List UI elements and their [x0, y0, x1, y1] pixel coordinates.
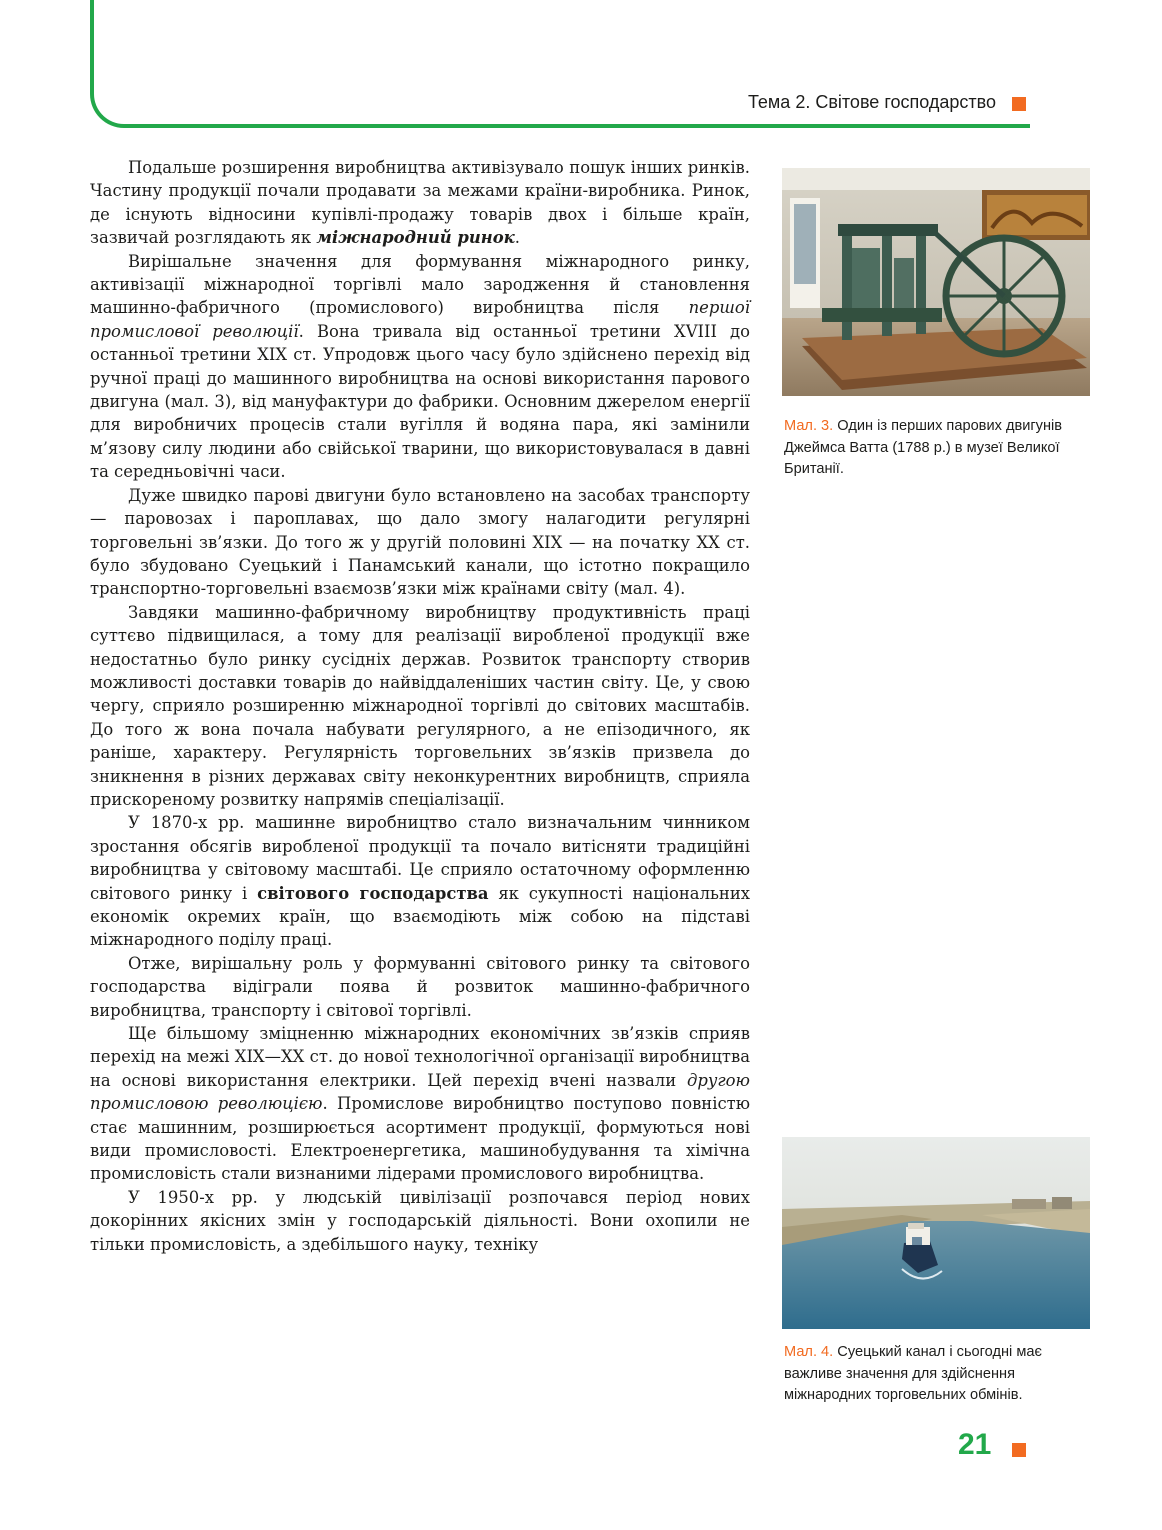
term-international-market: міжнародний ринок — [316, 228, 515, 248]
p1-text-a: Подальше розширення виробництва активізувало пошук інших ринків. Частину продукції почали продавати за межами країни-виробника. Ринок, де існують відносини купівлі-продажу товарів двох і більше країн, зазвичай розглядають як — [90, 158, 750, 248]
term-world-economy: світового господарства — [257, 883, 489, 903]
figure-3-label: Мал. 3. — [784, 418, 834, 434]
paragraph-8: У 1950-х рр. у людській цивілізації розпочався період нових докорінних якісних змін у господарській діяльності. Вони охопили не тільки промисловість, а здебільшого науку, техніку — [90, 1187, 750, 1254]
orange-square-marker-bottom — [1012, 1443, 1026, 1457]
p2-text-b: . Вона тривала від останньої третини XVIII до останньої третини XIX ст. Упродовж цього часу було здійснено перехід від ручної праці до машинного виробництва на основі використання парового двигуна (мал. 3), від мануфактури до фабрики. Основним джерелом енергії для виробничих процесів стали вугілля й водяна пара, які замінили м’язову силу людини або свійської тварини, що використовувалася в давні та середньовічні часи. — [90, 321, 751, 482]
p5-text-b: як сукупності національних економік окремих країн, що взаємодіють між собою на підставі міжнародного поділу праці. — [90, 883, 750, 950]
term-second-industrial-revolution: другою промисловою революцією — [90, 1070, 750, 1114]
steam-engine-illustration — [782, 168, 1090, 396]
orange-square-marker — [1012, 97, 1026, 111]
figure-4-text: Суецький канал і сьогодні має важливе значення для здійснення міжнародних торговельних обмінів. — [784, 1344, 1042, 1403]
paragraph-4: Завдяки машинно-фабричному виробництву продуктивність праці суттєво підвищилася, а тому для реалізації виробленої продукції вже недостатньо було ринку сусідніх держав. Розвиток транспорту створив можливості доставки товарів до найвіддаленіших частин світу. Це, у свою чергу, сприяло розширенню міжнародної торгівлі до світових масштабів. До того ж вона почала набувати регулярного, а не епізодичного, як раніше, характеру. Регулярність торговельних зв’язків призвела до зникнення в різних державах світу неконкурентних виробництв, сприяла прискореному розвитку напрямів спеціалізації. — [90, 602, 750, 809]
suez-canal-illustration — [782, 1137, 1090, 1329]
figure-4-caption — [784, 1342, 1094, 1407]
paragraph-1 — [90, 156, 750, 250]
paragraph-6: Отже, вирішальну роль у формуванні світового ринку та світового господарства відіграли поява й розвиток машинно-фабричного виробництва, транспорту і світової торгівлі. — [90, 953, 750, 1020]
paragraph-5 — [90, 811, 750, 951]
term-first-industrial-revolution: першої промислової революції — [90, 298, 750, 341]
figure-3-caption — [784, 416, 1094, 481]
main-text — [90, 156, 750, 1256]
figure-4-label: Мал. 4. — [784, 1344, 834, 1360]
figure-3-text: Один із перших парових двигунів Джеймса Ватта (1788 р.) в музеї Великої Британії. — [784, 418, 1063, 477]
p1-text-b: . — [514, 228, 520, 248]
paragraph-2 — [90, 250, 750, 484]
p7-text-a: Ще більшому зміцненню міжнародних економічних зв’язків сприяв перехід на межі XIX—XX ст. до нової технологічної організації виробництва на основі використання електрики. Цей перехід вчені назвали — [90, 1024, 750, 1090]
topic-title: Тема 2. Світове господарство — [747, 92, 996, 112]
suez-canal-photo — [782, 1137, 1090, 1329]
paragraph-3: Дуже швидко парові двигуни було встановлено на засобах транспорту — паровозах і пароплавах, що дало змогу налагодити регулярні торговельні зв’язки. До того ж у другій половині XIX — на початку XX ст. було збудовано Суецький і Панамський канали, що істотно покращило транспортно-торговельні взаємозв’язки між країнами світу (мал. 4). — [90, 485, 750, 599]
p2-text-a: Вирішальне значення для формування міжнародного ринку, активізації міжнародної торгівлі мало зародження й становлення машинно-фабричного (промислового) виробництва після — [90, 251, 750, 318]
p7-text-b: . Промислове виробництво поступово повністю стає машинним, розширюється асортимент продукції, формуються нові види промисловості. Електроенергетика, машинобудування та хімічна промисловість стали визнаними лідерами промислового виробництва. — [90, 1094, 750, 1184]
page-number: 21 — [958, 1428, 992, 1461]
steam-engine-photo — [782, 168, 1090, 396]
p5-text-a: У 1870-х рр. машинне виробництво стало визначальним чинником зростання обсягів виробленої продукції та почало витісняти традиційні виробництва у світовому масштабі. Це сприяло остаточному оформленню світового ринку і — [90, 813, 750, 903]
paragraph-7 — [90, 1022, 750, 1186]
